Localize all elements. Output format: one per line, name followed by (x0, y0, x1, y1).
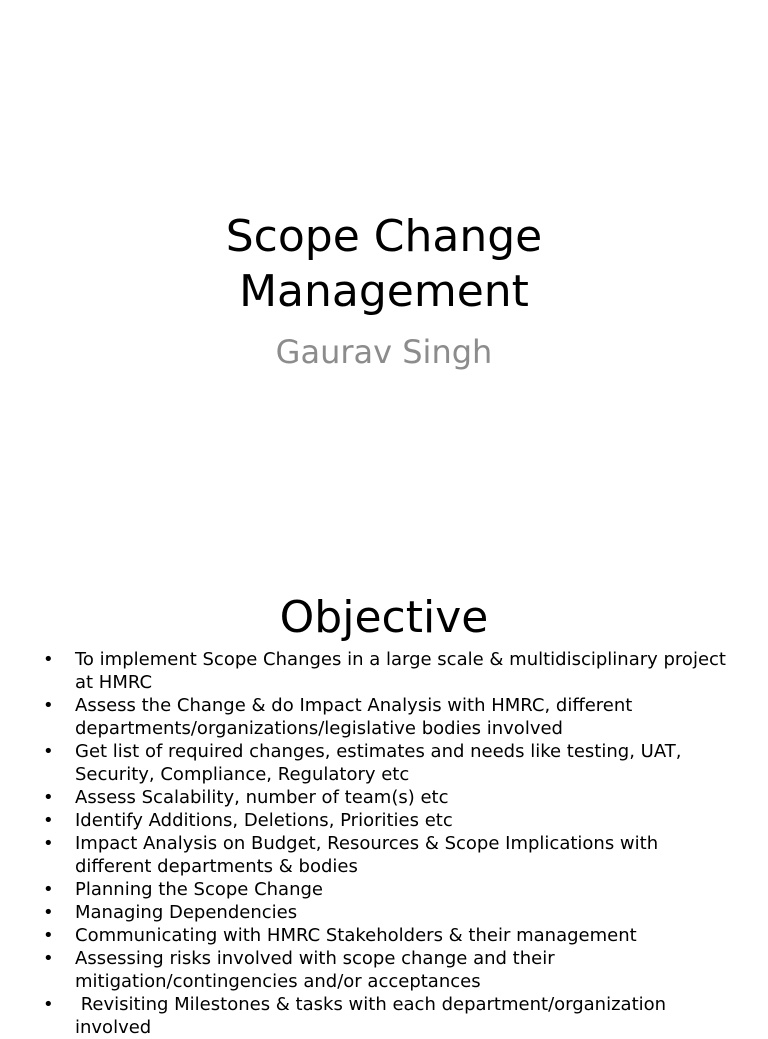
bullet-dot-icon: • (43, 810, 54, 831)
bullet-text: Revisiting Milestones & tasks with each department/organization involved (75, 994, 672, 1038)
bullet-dot-icon: • (43, 948, 54, 969)
title-line-2: Management (239, 266, 529, 317)
presentation-title (0, 209, 768, 319)
bullet-text: Assess Scalability, number of team(s) etc (75, 787, 449, 808)
bullet-dot-icon: • (43, 787, 54, 808)
bullet-text: Get list of required changes, estimates and needs like testing, UAT, Security, Compliance, Regulatory etc (75, 741, 688, 785)
bullet-item (0, 694, 768, 740)
bullet-text: Planning the Scope Change (75, 879, 323, 900)
bullet-dot-icon: • (43, 741, 54, 762)
bullet-dot-icon: • (43, 902, 54, 923)
bullet-dot-icon: • (43, 994, 54, 1015)
bullet-text: Assessing risks involved with scope change and their mitigation/contingencies and/or acceptances (75, 948, 561, 992)
bullet-dot-icon: • (43, 833, 54, 854)
bullet-text: Managing Dependencies (75, 902, 298, 923)
bullet-item (0, 809, 768, 832)
bullet-text: Communicating with HMRC Stakeholders & their management (75, 925, 637, 946)
bullet-item (0, 993, 768, 1039)
bullet-text: Identify Additions, Deletions, Priorities etc (75, 810, 453, 831)
bullet-item (0, 832, 768, 878)
bullet-item (0, 901, 768, 924)
bullet-text: To implement Scope Changes in a large scale & multidisciplinary project at HMRC (75, 649, 732, 693)
slide-heading: Objective (279, 592, 489, 643)
bullet-item (0, 740, 768, 786)
bullet-dot-icon: • (43, 925, 54, 946)
bullet-item (0, 786, 768, 809)
slide-objective (0, 576, 768, 1038)
presenter-name: Gaurav Singh (275, 333, 493, 371)
objective-bullet-list (0, 648, 768, 1039)
bullet-text: Impact Analysis on Budget, Resources & Scope Implications with different departments & bodies (75, 833, 664, 877)
bullet-dot-icon: • (43, 695, 54, 716)
bullet-item (0, 878, 768, 901)
title-line-1: Scope Change (225, 211, 543, 262)
bullet-item (0, 648, 768, 694)
bullet-dot-icon: • (43, 649, 54, 670)
bullet-item (0, 924, 768, 947)
bullet-text: Assess the Change & do Impact Analysis with HMRC, different departments/organizations/legislative bodies involved (75, 695, 639, 739)
bullet-dot-icon: • (43, 879, 54, 900)
bullet-item (0, 947, 768, 993)
